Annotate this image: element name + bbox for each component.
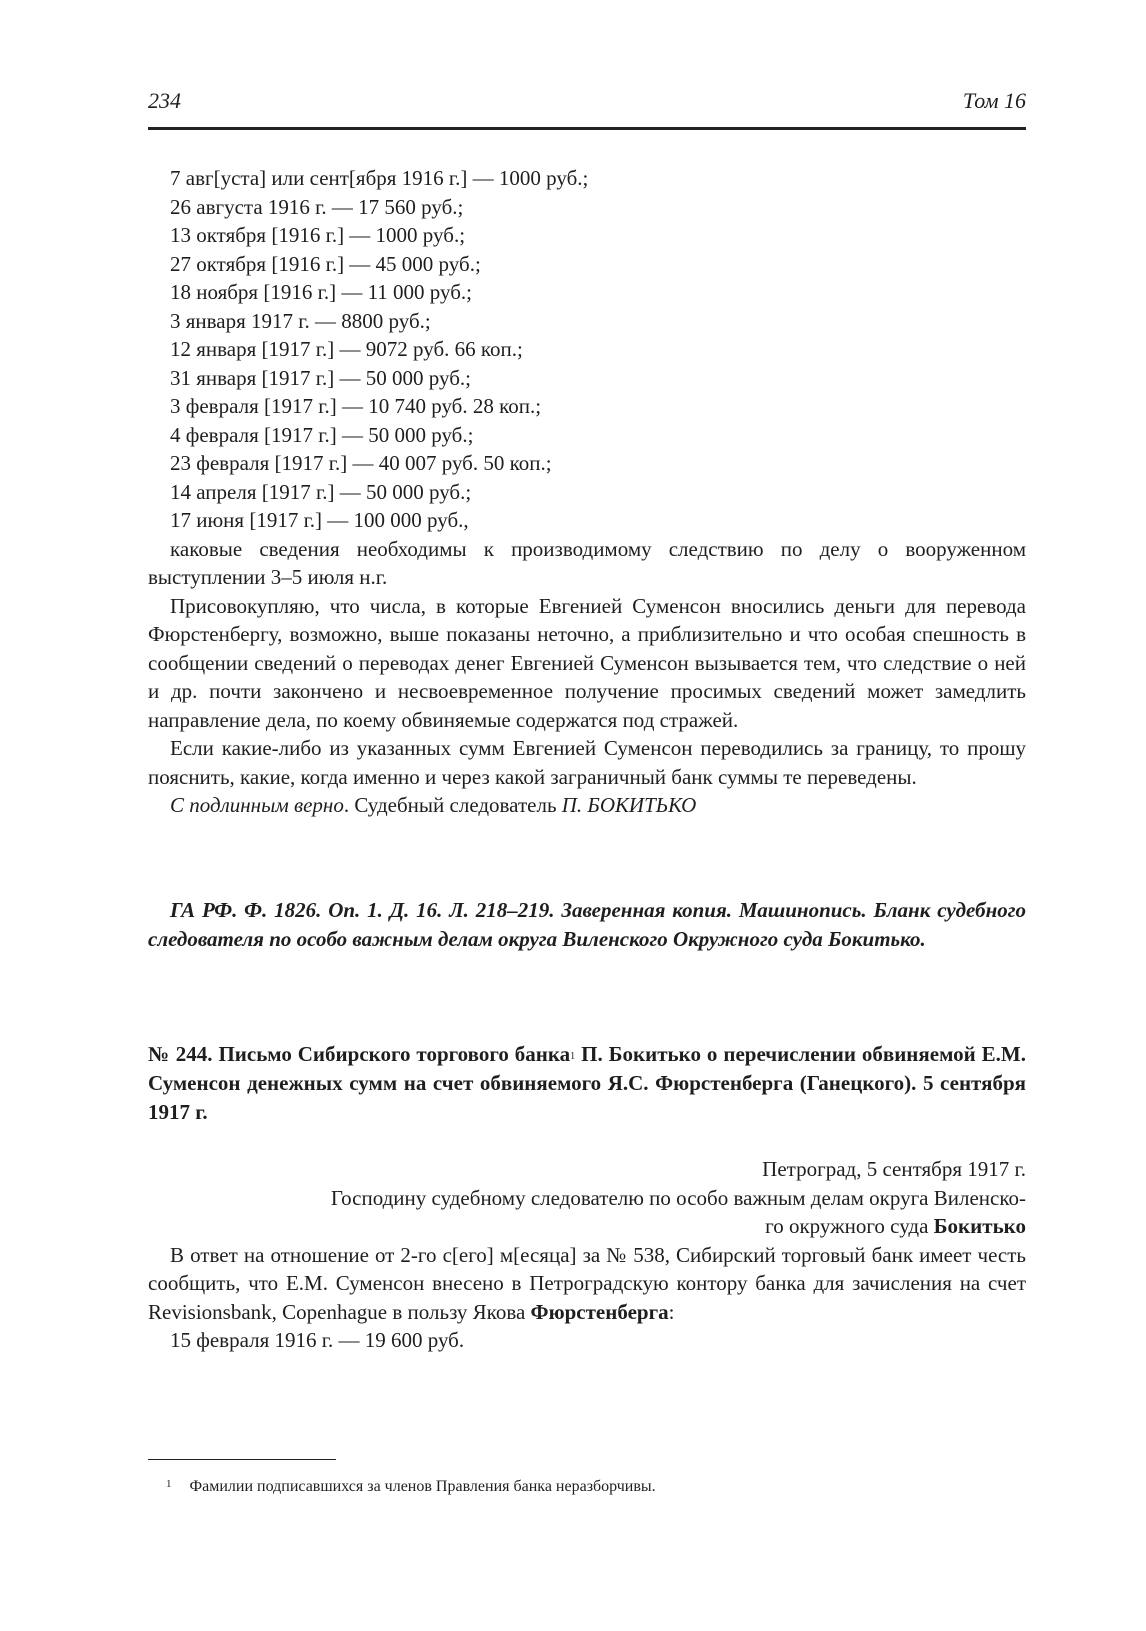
addressee-name: Бокитько	[933, 1214, 1026, 1238]
payment-item: 18 ноября [1916 г.] — 11 000 руб.;	[170, 280, 473, 304]
recipient-name: Фюрстенберга	[530, 1299, 669, 1324]
payment-item: 27 октября [1916 г.] — 45 000 руб.;	[170, 251, 481, 276]
footnote-mark: 1	[166, 1478, 172, 1490]
addressee-line-2	[148, 1212, 1026, 1241]
letter-text-end: :	[668, 1299, 675, 1324]
addressee-court: го окружного суда	[765, 1214, 934, 1238]
payment-item: 4 февраля [1917 г.] — 50 000 руб.;	[170, 422, 474, 447]
page-number: 234	[148, 88, 181, 113]
signer-role: . Судебный следователь	[343, 793, 562, 817]
payment-item: 15 февраля 1916 г. — 19 600 руб.	[170, 1328, 465, 1352]
paragraph: каковые сведения необходимы к производимому следствию по делу о вооруженном выступлении 3–5 июля н.г.	[148, 536, 1026, 589]
payment-item: 3 февраля [1917 г.] — 10 740 руб. 28 коп.;	[170, 394, 542, 418]
payment-item: 14 апреля [1917 г.] — 50 000 руб.;	[170, 479, 472, 504]
letter-paragraph	[148, 1241, 1026, 1327]
payment-item: 13 октября [1916 г.] — 1000 руб.;	[170, 223, 466, 247]
payment-item: 3 января 1917 г. — 8800 руб.;	[170, 308, 431, 333]
payment-item: 31 января [1917 г.] — 50 000 руб.;	[170, 365, 471, 390]
place-date: Петроград, 5 сентября 1917 г.	[762, 1157, 1026, 1181]
payment-item: 23 февраля [1917 г.] — 40 007 руб. 50 коп.;	[170, 451, 552, 475]
payments-list	[148, 164, 1026, 535]
running-head	[148, 88, 1026, 124]
payment-item: 26 августа 1916 г. — 17 560 руб.;	[170, 194, 464, 219]
document-title	[148, 1040, 1026, 1127]
paragraph: Присовокупляю, что числа, в которые Евгенией Суменсон вносились деньги для перевода Фюрстенбергу, возможно, выше показаны неточно, а приблизительно и что особая спешность в сообщении сведений о переводах денег Евгенией Суменсон вызывается тем, что следствие о ней и др. почти закончено и несвоевременное получение просимых сведений может замедлить направление дела, по коему обвиняемые содержатся под стражей.	[148, 593, 1026, 732]
header-rule	[148, 127, 1026, 130]
document-244-body	[148, 1155, 1026, 1355]
title-part-2: П. Бокитько о перечислении обвиняемой Е.М. Суменсон денежных сумм на счет обвиняемого Я.С. Фюрстенберга (Ганецкого). 5 сентября 1917 г.	[148, 1042, 1026, 1124]
payment-item: 17 июня [1917 г.] — 100 000 руб.,	[170, 508, 469, 532]
letter-text: В ответ на отношение от 2-го с[его] м[есяца] за № 538, Сибирский торговый банк имеет честь сообщить, что Е.М. Суменсон внесено в Петроградскую контору банка для зачисления на счет Revisionsbank, Copenhague в пользу Якова	[148, 1242, 1026, 1324]
title-part-1: № 244. Письмо Сибирского торгового банка	[148, 1042, 571, 1066]
footnote-reference[interactable]: 1	[570, 1051, 576, 1062]
certified-note: С подлинным верно	[170, 793, 344, 817]
paragraph: Если какие-либо из указанных сумм Евгенией Суменсон переводились за границу, то прошу пояснить, какие, когда именно и через какой заграничный банк суммы те переведены.	[148, 736, 1026, 789]
addressee-line-1: Господину судебному следователю по особо важным делам округа Виленско-	[330, 1185, 1026, 1210]
footnote-text: Фамилии подписавшихся за членов Правления банка неразборчивы.	[189, 1478, 656, 1495]
payment-item: 7 авг[уста] или сент[ября 1916 г.] — 1000 руб.;	[170, 166, 589, 190]
document-243-continuation	[148, 164, 1026, 820]
footnote-rule	[148, 1459, 336, 1460]
footnote	[166, 1476, 656, 1499]
archive-source-note: ГА РФ. Ф. 1826. Оп. 1. Д. 16. Л. 218–219. Заверенная копия. Машинопись. Бланк судебного следователя по особо важным делам округа Виленского Окружного суда Бокитько.	[148, 898, 1026, 951]
payment-item: 12 января [1917 г.] — 9072 руб. 66 коп.;	[170, 337, 523, 361]
signer-name: П. БОКИТЬКО	[561, 793, 697, 817]
volume-label: Том 16	[962, 88, 1026, 113]
signature-line	[148, 791, 1026, 820]
